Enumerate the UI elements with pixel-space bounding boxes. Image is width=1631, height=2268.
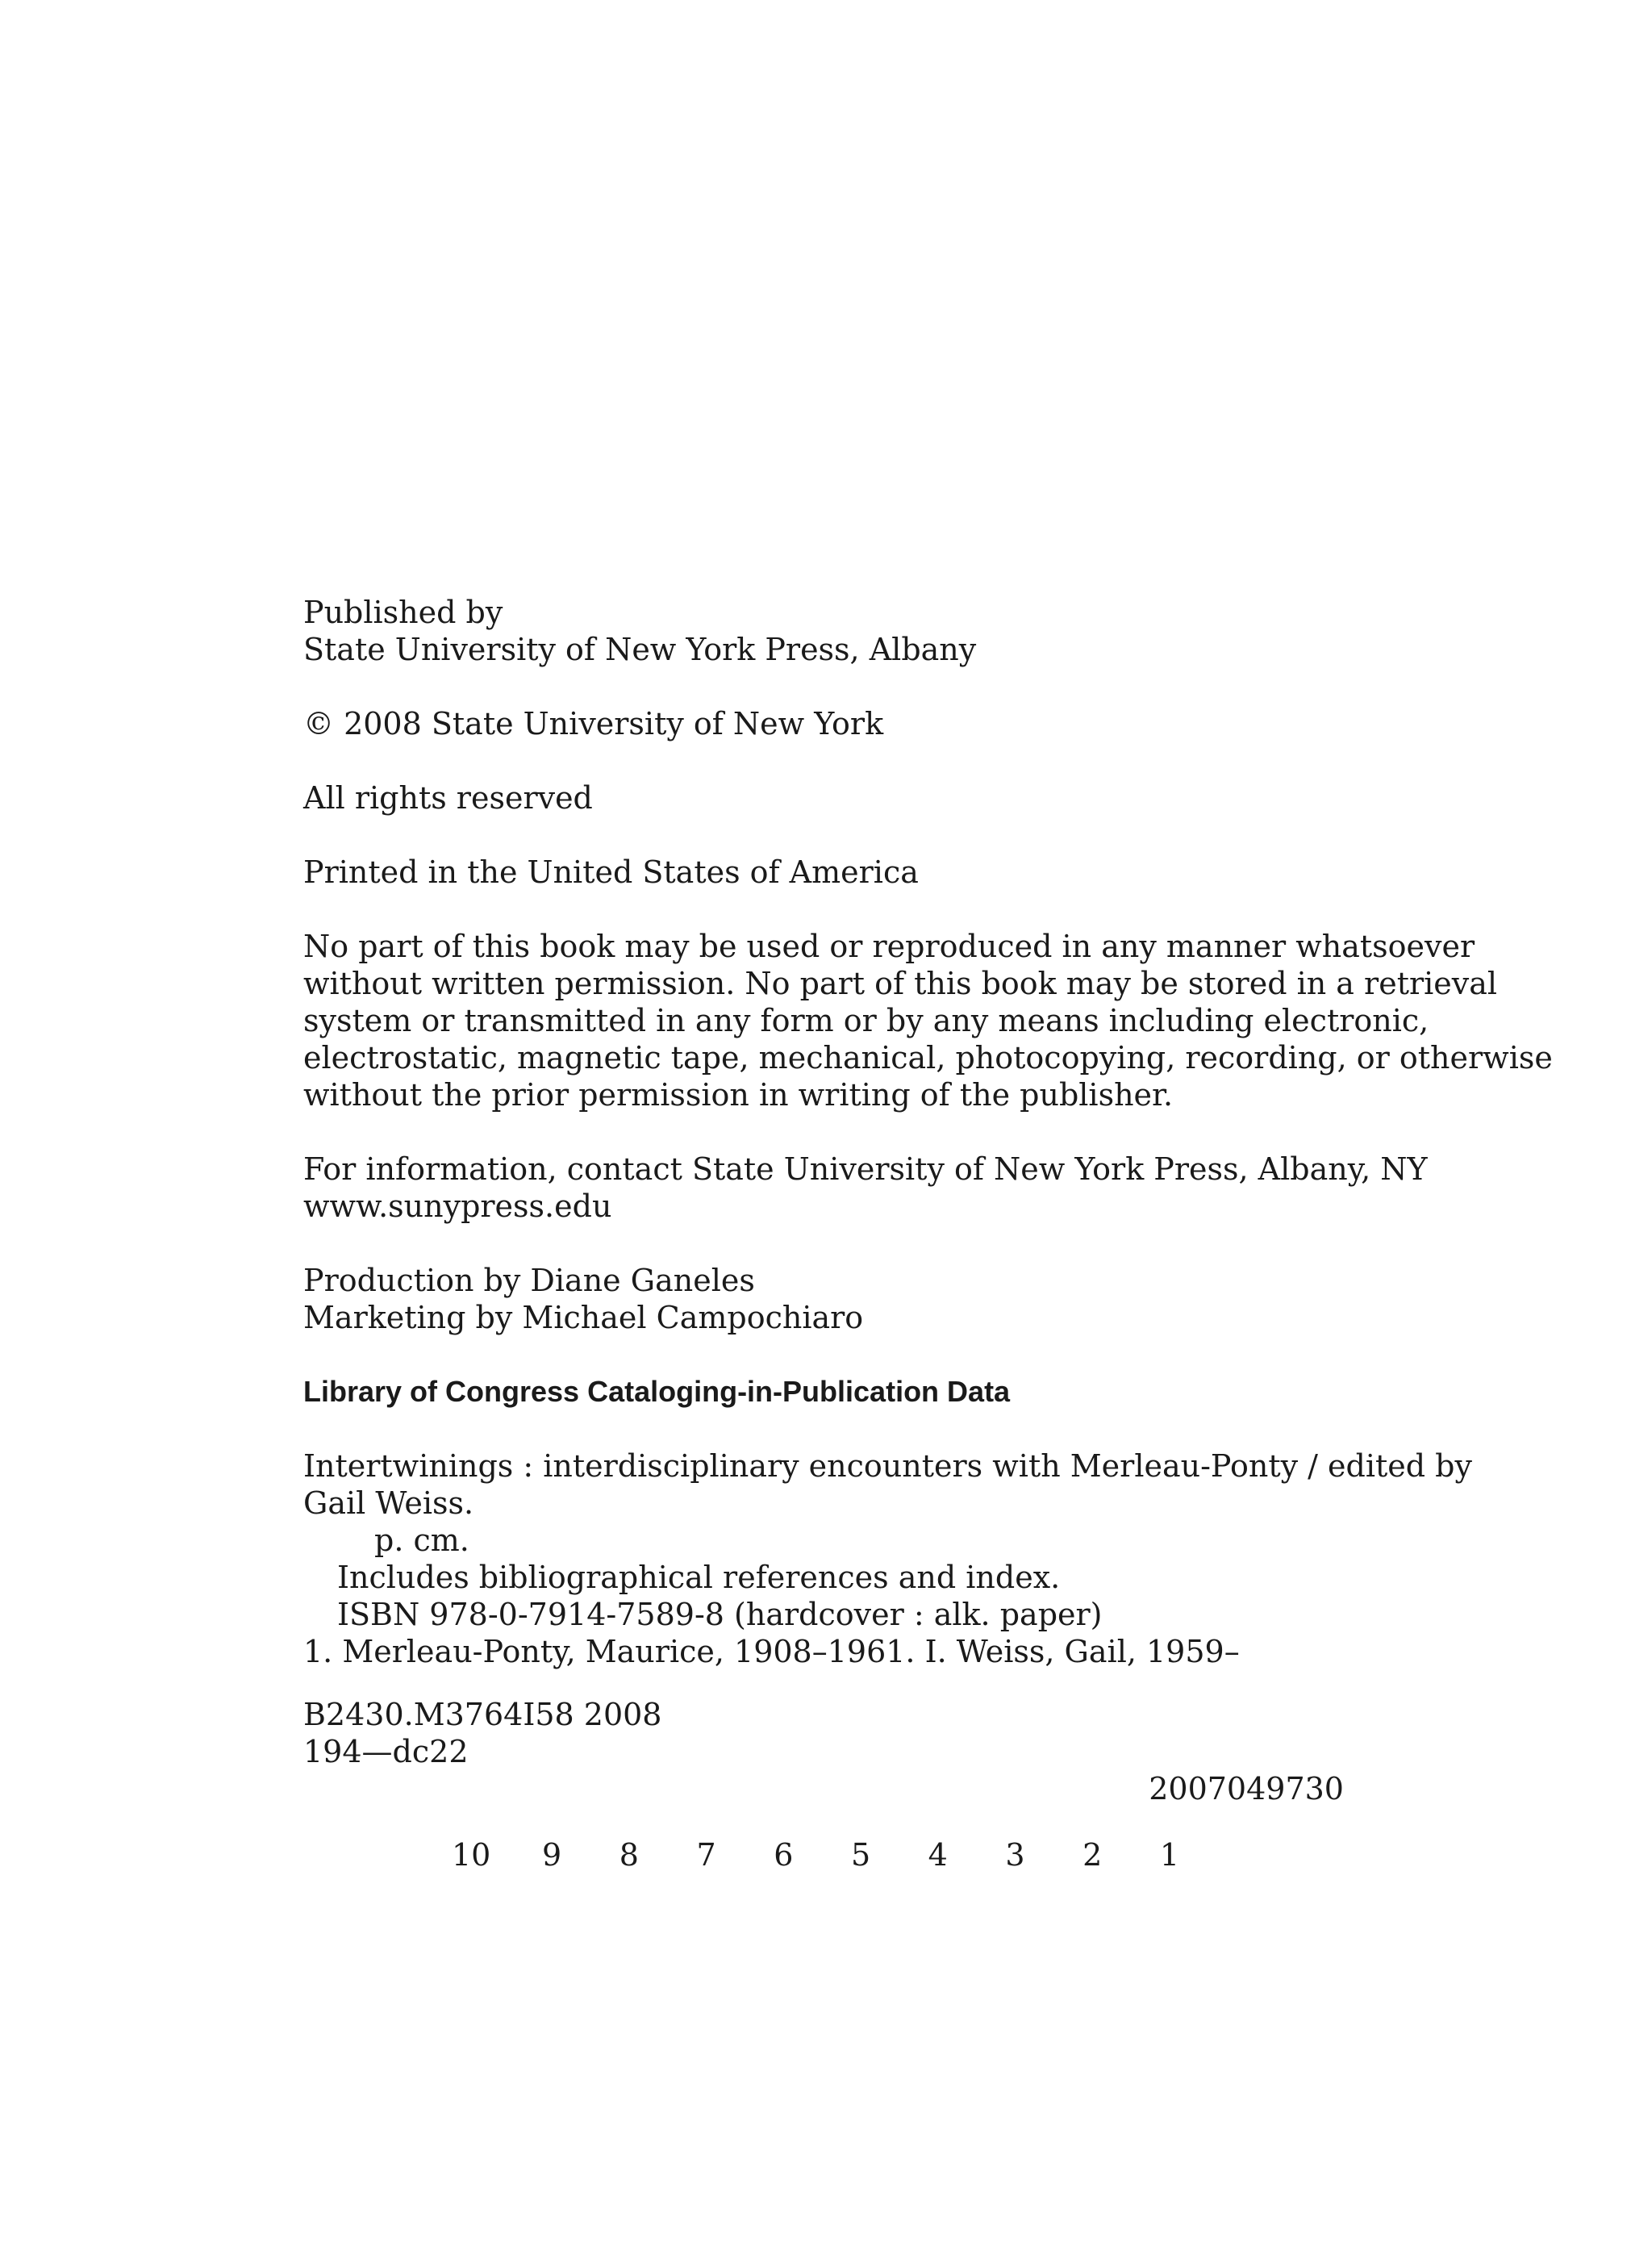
publisher-name: State University of New York Press, Albany — [303, 632, 977, 667]
cip-lccn: 2007049730 — [1149, 1771, 1344, 1806]
credits-block — [303, 1262, 1344, 1336]
permission-line: system or transmitted in any form or by any means including electronic, — [303, 1003, 1429, 1038]
printer-key-number: 1 — [1159, 1837, 1180, 1873]
rights-notice — [303, 779, 1344, 817]
copyright-line: © 2008 State University of New York — [303, 706, 884, 741]
cip-isbn: ISBN 978-0-7914-7589-8 (hardcover : alk. paper) — [337, 1597, 1103, 1632]
permission-paragraph — [303, 928, 1553, 1113]
cip-title-line: Gail Weiss. — [303, 1485, 474, 1521]
cip-heading-block — [303, 1373, 1344, 1410]
printer-key-number: 3 — [1005, 1837, 1025, 1873]
cip-heading: Library of Congress Cataloging-in-Publication Data — [303, 1375, 1011, 1408]
cip-dewey: 194—dc22 — [303, 1734, 469, 1769]
printer-key-number: 2 — [1082, 1837, 1103, 1873]
printer-key-number: 7 — [696, 1837, 716, 1873]
publisher-url[interactable]: www.sunypress.edu — [303, 1188, 612, 1224]
printer-key-number: 9 — [542, 1837, 562, 1873]
published-by: Published by — [303, 595, 503, 630]
cip-record — [303, 1447, 1472, 1670]
printer-key-line — [452, 1836, 1186, 1873]
printed-line: Printed in the United States of America — [303, 854, 919, 890]
printer-key-number: 6 — [774, 1837, 794, 1873]
printed-notice — [303, 854, 1344, 891]
cip-notes: Includes bibliographical references and index. — [337, 1560, 1061, 1595]
cip-lc-class: B2430.M3764I58 2008 — [303, 1697, 662, 1732]
printer-key-number: 4 — [928, 1837, 948, 1873]
rights-line: All rights reserved — [303, 780, 593, 816]
marketing-credit: Marketing by Michael Campochiaro — [303, 1300, 864, 1335]
printer-key-number: 8 — [619, 1837, 639, 1873]
copyright-notice — [303, 705, 1344, 742]
printer-key-number: 10 — [452, 1837, 491, 1873]
cip-subjects: 1. Merleau-Ponty, Maurice, 1908–1961. I. Weiss, Gail, 1959– — [303, 1634, 1240, 1669]
cip-physical: p. cm. — [374, 1522, 469, 1558]
cip-classification — [303, 1696, 1344, 1770]
permission-line: No part of this book may be used or reproduced in any manner whatsoever — [303, 929, 1475, 964]
publisher-block — [303, 594, 1344, 668]
cip-title-line: Intertwinings : interdisciplinary encounters with Merleau-Ponty / edited by — [303, 1448, 1472, 1484]
contact-line: For information, contact State University of New York Press, Albany, NY — [303, 1151, 1428, 1187]
contact-block — [303, 1151, 1428, 1225]
printer-key-number: 5 — [850, 1837, 871, 1873]
permission-line: without the prior permission in writing of the publisher. — [303, 1077, 1174, 1113]
production-credit: Production by Diane Ganeles — [303, 1263, 755, 1298]
permission-line: without written permission. No part of this book may be stored in a retrieval — [303, 966, 1498, 1001]
permission-line: electrostatic, magnetic tape, mechanical, photocopying, recording, or otherwise — [303, 1040, 1553, 1076]
